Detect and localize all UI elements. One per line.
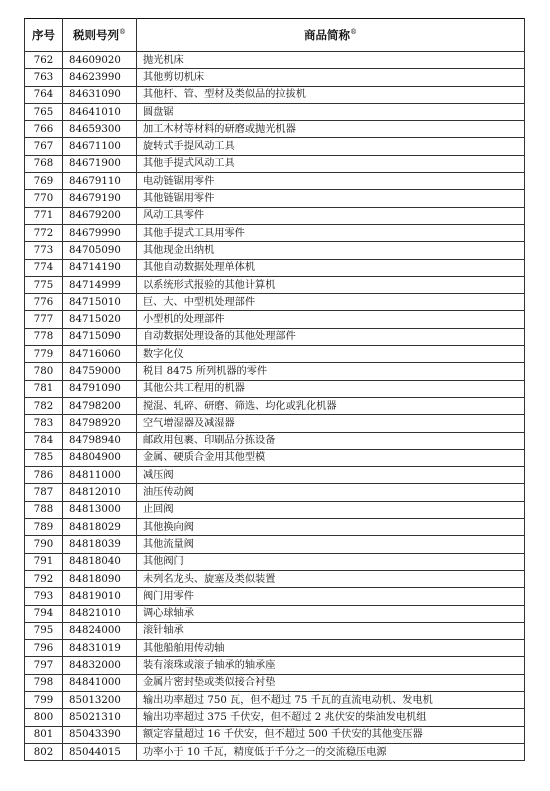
row-code: 85043390 (63, 726, 137, 743)
row-seq: 791 (25, 553, 63, 570)
row-name: 税目 8475 所列机器的零件 (137, 363, 525, 380)
row-name: 抛光机床 (137, 52, 525, 69)
row-seq: 765 (25, 103, 63, 120)
table-row (25, 121, 525, 138)
row-code: 84631090 (63, 86, 137, 103)
row-name: 调心球轴承 (137, 605, 525, 622)
row-name: 输出功率超过 375 千伏安，但不超过 2 兆伏安的柴油发电机组 (137, 709, 525, 726)
table-row (25, 743, 525, 760)
row-seq: 768 (25, 155, 63, 172)
row-code: 84812010 (63, 484, 137, 501)
row-name: 电动链锯用零件 (137, 173, 525, 190)
row-code: 84818040 (63, 553, 137, 570)
table-row (25, 173, 525, 190)
table-row (25, 467, 525, 484)
table-row (25, 415, 525, 432)
table-row (25, 657, 525, 674)
row-name: 圆盘锯 (137, 103, 525, 120)
table-row (25, 622, 525, 639)
row-code: 84824000 (63, 622, 137, 639)
row-code: 84798920 (63, 415, 137, 432)
row-seq: 787 (25, 484, 63, 501)
row-name: 其他流量阀 (137, 536, 525, 553)
header-seq: 序号 (25, 19, 63, 52)
row-code: 84715090 (63, 328, 137, 345)
row-seq: 782 (25, 397, 63, 414)
row-seq: 780 (25, 363, 63, 380)
row-name: 油压传动阀 (137, 484, 525, 501)
row-seq: 802 (25, 743, 63, 760)
row-name: 功率小于 10 千瓦，精度低于千分之一的交流稳压电源 (137, 743, 525, 760)
table-row (25, 52, 525, 69)
row-code: 84759000 (63, 363, 137, 380)
row-name: 搅混、轧碎、研磨、筛选、均化或乳化机器 (137, 397, 525, 414)
table-row (25, 397, 525, 414)
table-row (25, 536, 525, 553)
row-seq: 788 (25, 501, 63, 518)
row-name: 自动数据处理设备的其他处理部件 (137, 328, 525, 345)
row-code: 84679190 (63, 190, 137, 207)
row-code: 84813000 (63, 501, 137, 518)
row-seq: 781 (25, 380, 63, 397)
table-row (25, 605, 525, 622)
table-row (25, 346, 525, 363)
table-row (25, 190, 525, 207)
row-code: 84705090 (63, 242, 137, 259)
table-row (25, 259, 525, 276)
row-code: 84819010 (63, 588, 137, 605)
table-row (25, 69, 525, 86)
row-code: 84821010 (63, 605, 137, 622)
row-seq: 786 (25, 467, 63, 484)
row-code: 84623990 (63, 69, 137, 86)
row-seq: 775 (25, 276, 63, 293)
row-seq: 793 (25, 588, 63, 605)
table-row (25, 294, 525, 311)
row-code: 84832000 (63, 657, 137, 674)
tariff-table (24, 18, 525, 761)
table-row (25, 570, 525, 587)
row-code: 85021310 (63, 709, 137, 726)
row-name: 输出功率超过 750 瓦，但不超过 75 千瓦的直流电动机、发电机 (137, 691, 525, 708)
table-row (25, 311, 525, 328)
table-body (25, 52, 525, 761)
row-seq: 779 (25, 346, 63, 363)
row-seq: 767 (25, 138, 63, 155)
row-code: 84791090 (63, 380, 137, 397)
table-header (25, 19, 525, 52)
row-name: 数字化仪 (137, 346, 525, 363)
row-code: 84716060 (63, 346, 137, 363)
row-seq: 771 (25, 207, 63, 224)
table-row (25, 86, 525, 103)
row-seq: 792 (25, 570, 63, 587)
row-seq: 762 (25, 52, 63, 69)
table-row (25, 138, 525, 155)
table-row (25, 363, 525, 380)
row-code: 84609020 (63, 52, 137, 69)
row-name: 其他剪切机床 (137, 69, 525, 86)
row-seq: 769 (25, 173, 63, 190)
row-seq: 801 (25, 726, 63, 743)
row-code: 84715020 (63, 311, 137, 328)
row-name: 减压阀 (137, 467, 525, 484)
row-seq: 797 (25, 657, 63, 674)
row-code: 84811000 (63, 467, 137, 484)
row-name: 装有滚珠或滚子轴承的轴承座 (137, 657, 525, 674)
row-name: 巨、大、中型机处理部件 (137, 294, 525, 311)
row-seq: 774 (25, 259, 63, 276)
row-name: 其他阀门 (137, 553, 525, 570)
row-code: 84679990 (63, 224, 137, 241)
row-code: 84804900 (63, 449, 137, 466)
row-seq: 764 (25, 86, 63, 103)
row-name: 旋转式手提风动工具 (137, 138, 525, 155)
row-name: 其他船舶用传动轴 (137, 640, 525, 657)
row-code: 84841000 (63, 674, 137, 691)
table-row (25, 242, 525, 259)
row-name: 其他杆、管、型材及类似品的拉拔机 (137, 86, 525, 103)
row-code: 84641010 (63, 103, 137, 120)
table-row (25, 380, 525, 397)
row-name: 其他手提式工具用零件 (137, 224, 525, 241)
row-name: 其他现金出纳机 (137, 242, 525, 259)
row-seq: 778 (25, 328, 63, 345)
footnote-mark: ® (119, 28, 126, 37)
row-code: 84831019 (63, 640, 137, 657)
row-code: 84818039 (63, 536, 137, 553)
row-code: 84659300 (63, 121, 137, 138)
row-name: 金属片密封垫或类似接合衬垫 (137, 674, 525, 691)
row-name: 其他手提式风动工具 (137, 155, 525, 172)
footnote-mark: ® (350, 28, 357, 37)
row-name: 额定容量超过 16 千伏安，但不超过 500 千伏安的其他变压器 (137, 726, 525, 743)
row-code: 84818029 (63, 519, 137, 536)
row-name: 其他自动数据处理单体机 (137, 259, 525, 276)
row-code: 84715010 (63, 294, 137, 311)
table-row (25, 449, 525, 466)
row-name: 其他换向阀 (137, 519, 525, 536)
row-name: 其他公共工程用的机器 (137, 380, 525, 397)
row-name: 止回阀 (137, 501, 525, 518)
row-name: 阀门用零件 (137, 588, 525, 605)
row-seq: 783 (25, 415, 63, 432)
row-name: 滚针轴承 (137, 622, 525, 639)
row-name: 空气增湿器及减湿器 (137, 415, 525, 432)
row-name: 其他链锯用零件 (137, 190, 525, 207)
table-row (25, 432, 525, 449)
table-row (25, 588, 525, 605)
table-row (25, 207, 525, 224)
row-seq: 772 (25, 224, 63, 241)
table-row (25, 726, 525, 743)
row-seq: 763 (25, 69, 63, 86)
header-code: 税则号列® (63, 19, 137, 52)
row-code: 85044015 (63, 743, 137, 760)
table-row (25, 328, 525, 345)
row-seq: 784 (25, 432, 63, 449)
table-row (25, 691, 525, 708)
row-name: 邮政用包裹、印刷品分拣设备 (137, 432, 525, 449)
row-seq: 776 (25, 294, 63, 311)
row-seq: 770 (25, 190, 63, 207)
row-seq: 799 (25, 691, 63, 708)
row-seq: 773 (25, 242, 63, 259)
row-name: 未列名龙头、旋塞及类似装置 (137, 570, 525, 587)
header-name: 商品简称® (137, 19, 525, 52)
row-code: 84679200 (63, 207, 137, 224)
table-row (25, 155, 525, 172)
row-seq: 790 (25, 536, 63, 553)
row-name: 加工木材等材料的研磨或抛光机器 (137, 121, 525, 138)
row-seq: 796 (25, 640, 63, 657)
table-row (25, 103, 525, 120)
row-seq: 800 (25, 709, 63, 726)
row-seq: 777 (25, 311, 63, 328)
row-name: 金属、硬质合金用其他型模 (137, 449, 525, 466)
table-row (25, 709, 525, 726)
row-code: 84714190 (63, 259, 137, 276)
row-code: 84671100 (63, 138, 137, 155)
row-seq: 794 (25, 605, 63, 622)
row-seq: 789 (25, 519, 63, 536)
table-row (25, 276, 525, 293)
table-row (25, 553, 525, 570)
row-code: 84679110 (63, 173, 137, 190)
row-code: 84671900 (63, 155, 137, 172)
row-name: 风动工具零件 (137, 207, 525, 224)
row-seq: 795 (25, 622, 63, 639)
row-code: 84798200 (63, 397, 137, 414)
table-row (25, 224, 525, 241)
row-seq: 798 (25, 674, 63, 691)
table-row (25, 640, 525, 657)
row-code: 84818090 (63, 570, 137, 587)
table-row (25, 501, 525, 518)
row-name: 以系统形式报验的其他计算机 (137, 276, 525, 293)
row-code: 85013200 (63, 691, 137, 708)
row-name: 小型机的处理部件 (137, 311, 525, 328)
table-row (25, 674, 525, 691)
row-seq: 766 (25, 121, 63, 138)
table-row (25, 519, 525, 536)
table-row (25, 484, 525, 501)
row-code: 84798940 (63, 432, 137, 449)
row-seq: 785 (25, 449, 63, 466)
row-code: 84714999 (63, 276, 137, 293)
